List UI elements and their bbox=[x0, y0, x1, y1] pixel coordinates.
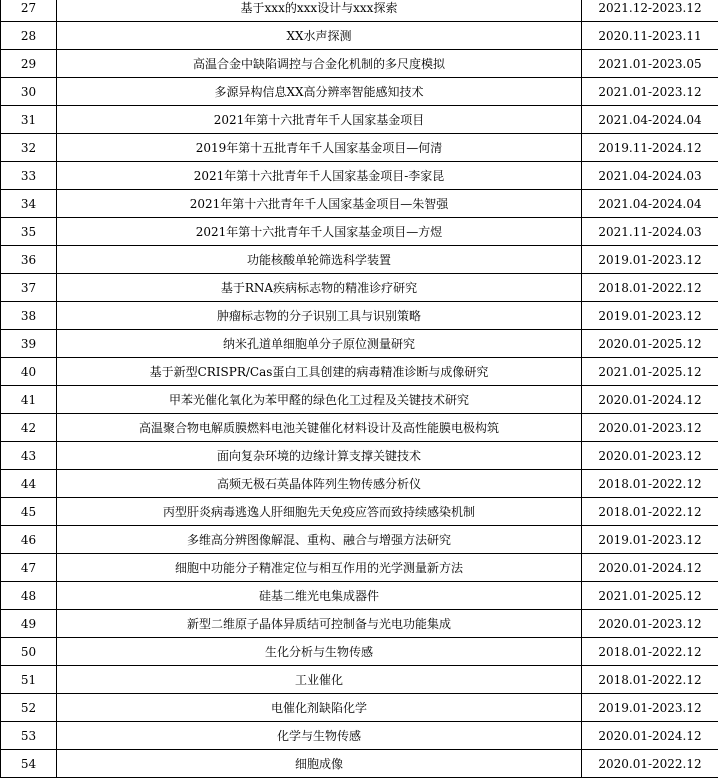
project-title-cell: 工业催化 bbox=[57, 666, 582, 694]
project-title-cell: 基于新型CRISPR/Cas蛋白工具创建的病毒精准诊断与成像研究 bbox=[57, 358, 582, 386]
project-title-cell: 基于RNA疾病标志物的精准诊疗研究 bbox=[57, 274, 582, 302]
project-period-cell: 2021.01-2023.05 bbox=[582, 50, 718, 78]
row-number-cell: 45 bbox=[1, 498, 57, 526]
table-row bbox=[1, 22, 718, 50]
table-row bbox=[1, 554, 718, 582]
project-period-cell: 2018.01-2022.12 bbox=[582, 274, 718, 302]
project-title-cell: 新型二维原子晶体异质结可控制备与光电功能集成 bbox=[57, 610, 582, 638]
project-title-cell: 高温聚合物电解质膜燃料电池关键催化材料设计及高性能膜电极构筑 bbox=[57, 414, 582, 442]
row-number-cell: 28 bbox=[1, 22, 57, 50]
table-row bbox=[1, 610, 718, 638]
row-number-cell: 54 bbox=[1, 750, 57, 778]
table-row bbox=[1, 218, 718, 246]
project-period-cell: 2021.04-2024.04 bbox=[582, 190, 718, 218]
project-title-cell: 细胞中功能分子精准定位与相互作用的光学测量新方法 bbox=[57, 554, 582, 582]
project-period-cell: 2020.01-2024.12 bbox=[582, 722, 718, 750]
row-number-cell: 53 bbox=[1, 722, 57, 750]
project-title-cell: 基于xxx的xxx设计与xxx探索 bbox=[57, 0, 582, 22]
project-period-cell: 2019.11-2024.12 bbox=[582, 134, 718, 162]
row-number-cell: 52 bbox=[1, 694, 57, 722]
table-row bbox=[1, 414, 718, 442]
project-title-cell: 化学与生物传感 bbox=[57, 722, 582, 750]
table-row bbox=[1, 190, 718, 218]
project-period-cell: 2021.11-2024.03 bbox=[582, 218, 718, 246]
row-number-cell: 46 bbox=[1, 526, 57, 554]
project-period-cell: 2019.01-2023.12 bbox=[582, 302, 718, 330]
project-title-cell: 纳米孔道单细胞单分子原位测量研究 bbox=[57, 330, 582, 358]
table-row bbox=[1, 50, 718, 78]
project-period-cell: 2019.01-2023.12 bbox=[582, 694, 718, 722]
project-period-cell: 2020.01-2024.12 bbox=[582, 554, 718, 582]
project-table-body bbox=[1, 0, 718, 778]
project-title-cell: 高频无极石英晶体阵列生物传感分析仪 bbox=[57, 470, 582, 498]
row-number-cell: 51 bbox=[1, 666, 57, 694]
row-number-cell: 42 bbox=[1, 414, 57, 442]
row-number-cell: 30 bbox=[1, 78, 57, 106]
project-period-cell: 2020.01-2023.12 bbox=[582, 610, 718, 638]
table-row bbox=[1, 302, 718, 330]
project-period-cell: 2020.01-2024.12 bbox=[582, 386, 718, 414]
row-number-cell: 27 bbox=[1, 0, 57, 22]
row-number-cell: 41 bbox=[1, 386, 57, 414]
project-title-cell: 甲苯光催化氧化为苯甲醛的绿色化工过程及关键技术研究 bbox=[57, 386, 582, 414]
row-number-cell: 43 bbox=[1, 442, 57, 470]
table-row bbox=[1, 386, 718, 414]
table-row bbox=[1, 246, 718, 274]
table-row bbox=[1, 442, 718, 470]
project-title-cell: XX水声探测 bbox=[57, 22, 582, 50]
table-row bbox=[1, 582, 718, 610]
project-title-cell: 面向复杂环境的边缘计算支撑关键技术 bbox=[57, 442, 582, 470]
table-row bbox=[1, 638, 718, 666]
row-number-cell: 32 bbox=[1, 134, 57, 162]
project-title-cell: 细胞成像 bbox=[57, 750, 582, 778]
project-title-cell: 多维高分辨图像解混、重构、融合与增强方法研究 bbox=[57, 526, 582, 554]
project-title-cell: 2021年第十六批青年千人国家基金项目—方煜 bbox=[57, 218, 582, 246]
project-title-cell: 生化分析与生物传感 bbox=[57, 638, 582, 666]
project-title-cell: 2021年第十六批青年千人国家基金项目-李家昆 bbox=[57, 162, 582, 190]
project-period-cell: 2018.01-2022.12 bbox=[582, 470, 718, 498]
project-title-cell: 2019年第十五批青年千人国家基金项目—何清 bbox=[57, 134, 582, 162]
row-number-cell: 38 bbox=[1, 302, 57, 330]
table-row bbox=[1, 666, 718, 694]
project-period-cell: 2019.01-2023.12 bbox=[582, 246, 718, 274]
row-number-cell: 50 bbox=[1, 638, 57, 666]
table-row bbox=[1, 0, 718, 22]
project-title-cell: 高温合金中缺陷调控与合金化机制的多尺度模拟 bbox=[57, 50, 582, 78]
table-row bbox=[1, 358, 718, 386]
table-row bbox=[1, 162, 718, 190]
project-title-cell: 功能核酸单轮筛选科学装置 bbox=[57, 246, 582, 274]
row-number-cell: 44 bbox=[1, 470, 57, 498]
project-period-cell: 2020.01-2022.12 bbox=[582, 750, 718, 778]
table-row bbox=[1, 526, 718, 554]
row-number-cell: 47 bbox=[1, 554, 57, 582]
table-row bbox=[1, 750, 718, 778]
table-row bbox=[1, 274, 718, 302]
row-number-cell: 49 bbox=[1, 610, 57, 638]
table-row bbox=[1, 470, 718, 498]
table-row bbox=[1, 106, 718, 134]
project-title-cell: 2021年第十六批青年千人国家基金项目 bbox=[57, 106, 582, 134]
project-title-cell: 丙型肝炎病毒逃逸人肝细胞先天免疫应答而致持续感染机制 bbox=[57, 498, 582, 526]
project-period-cell: 2020.01-2023.12 bbox=[582, 414, 718, 442]
row-number-cell: 29 bbox=[1, 50, 57, 78]
project-period-cell: 2021.01-2023.12 bbox=[582, 78, 718, 106]
table-row bbox=[1, 330, 718, 358]
project-period-cell: 2021.04-2024.03 bbox=[582, 162, 718, 190]
table-row bbox=[1, 134, 718, 162]
project-period-cell: 2021.01-2025.12 bbox=[582, 582, 718, 610]
table-row bbox=[1, 78, 718, 106]
project-period-cell: 2021.12-2023.12 bbox=[582, 0, 718, 22]
project-period-cell: 2018.01-2022.12 bbox=[582, 638, 718, 666]
row-number-cell: 31 bbox=[1, 106, 57, 134]
project-title-cell: 2021年第十六批青年千人国家基金项目—朱智强 bbox=[57, 190, 582, 218]
project-period-cell: 2021.04-2024.04 bbox=[582, 106, 718, 134]
project-title-cell: 硅基二维光电集成器件 bbox=[57, 582, 582, 610]
project-period-cell: 2020.01-2023.12 bbox=[582, 442, 718, 470]
row-number-cell: 35 bbox=[1, 218, 57, 246]
project-title-cell: 多源异构信息XX高分辨率智能感知技术 bbox=[57, 78, 582, 106]
row-number-cell: 36 bbox=[1, 246, 57, 274]
project-period-cell: 2020.01-2025.12 bbox=[582, 330, 718, 358]
row-number-cell: 39 bbox=[1, 330, 57, 358]
project-title-cell: 肿瘤标志物的分子识别工具与识别策略 bbox=[57, 302, 582, 330]
row-number-cell: 34 bbox=[1, 190, 57, 218]
project-period-cell: 2021.01-2025.12 bbox=[582, 358, 718, 386]
project-period-cell: 2020.11-2023.11 bbox=[582, 22, 718, 50]
table-row bbox=[1, 694, 718, 722]
row-number-cell: 37 bbox=[1, 274, 57, 302]
row-number-cell: 33 bbox=[1, 162, 57, 190]
row-number-cell: 40 bbox=[1, 358, 57, 386]
project-period-cell: 2018.01-2022.12 bbox=[582, 498, 718, 526]
project-title-cell: 电催化剂缺陷化学 bbox=[57, 694, 582, 722]
row-number-cell: 48 bbox=[1, 582, 57, 610]
project-period-cell: 2018.01-2022.12 bbox=[582, 666, 718, 694]
table-row bbox=[1, 498, 718, 526]
project-period-cell: 2019.01-2023.12 bbox=[582, 526, 718, 554]
table-row bbox=[1, 722, 718, 750]
